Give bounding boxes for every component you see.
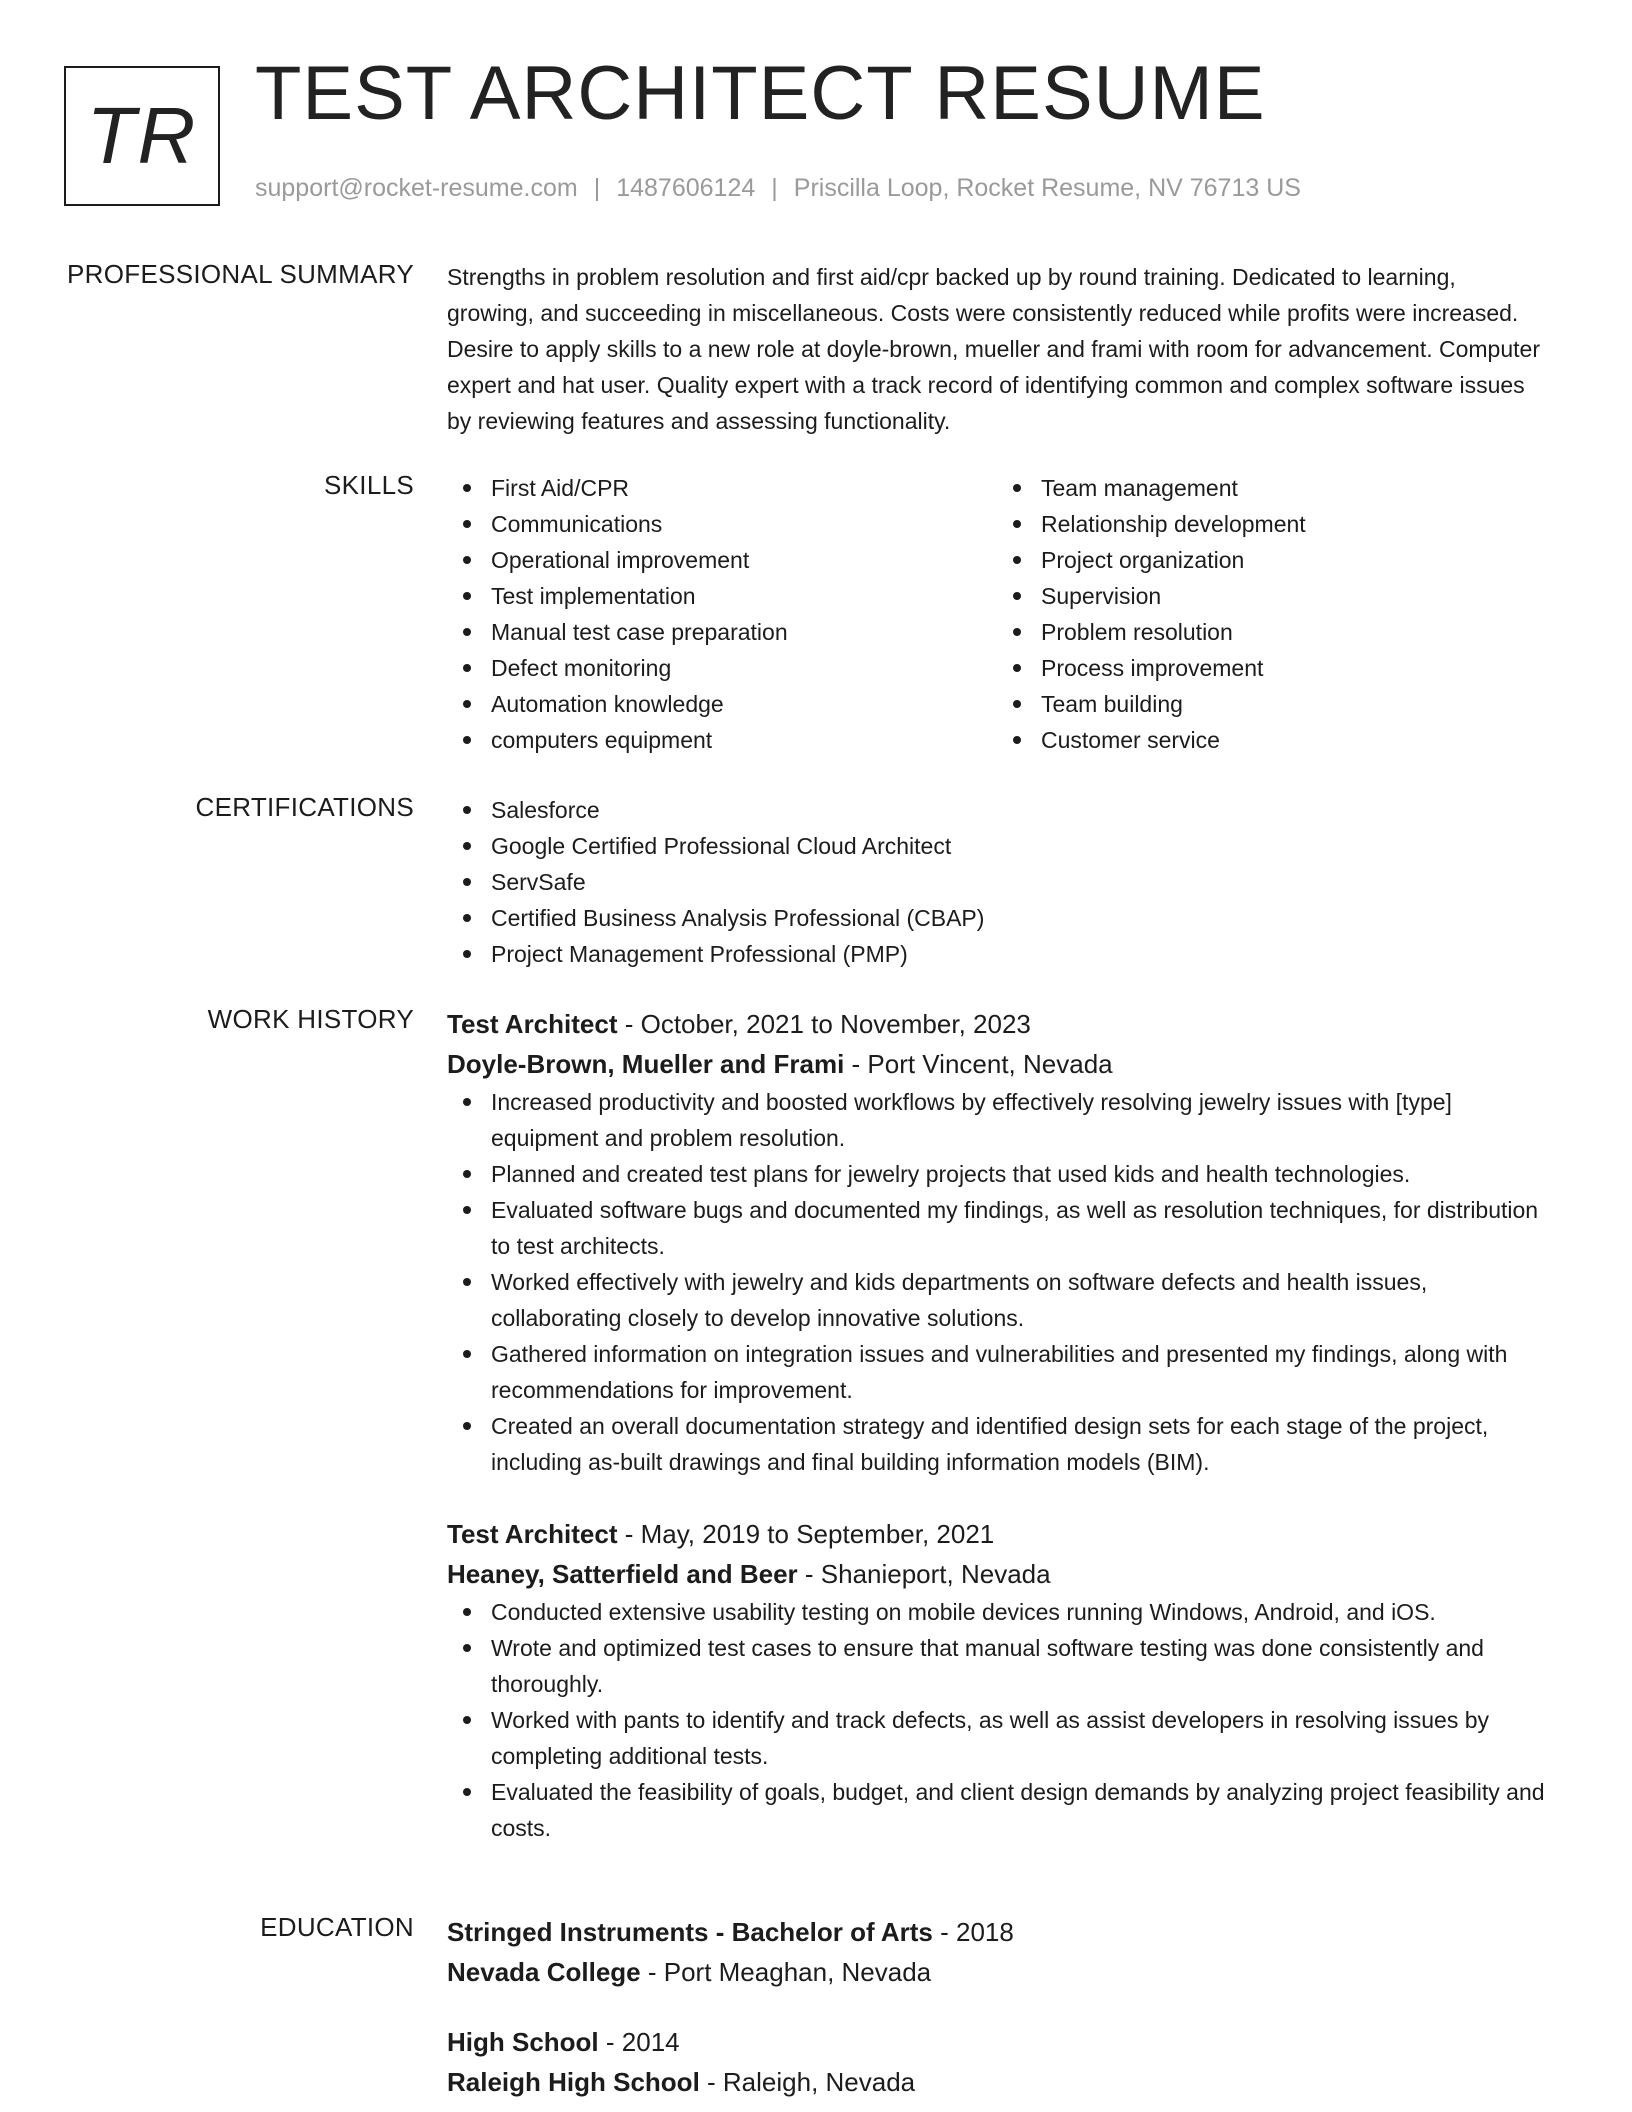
job-bullets [447,1084,1547,1480]
summary-heading: PROFESSIONAL SUMMARY [67,259,414,289]
list-item: First Aid/CPR [447,470,997,506]
work-heading: WORK HISTORY [207,1004,414,1034]
list-item: Created an overall documentation strategy and identified design sets for each stage of the project, including as-built drawings and final building information models (BIM). [447,1408,1547,1480]
list-item: Operational improvement [447,542,997,578]
list-item: Conducted extensive usability testing on mobile devices running Windows, Android, and iOS. [447,1594,1547,1630]
job-location: - Port Vincent, Nevada [844,1049,1113,1079]
certifications-body [447,792,1547,972]
summary-text: Strengths in problem resolution and first aid/cpr backed up by round training. Dedicated to learning, growing, and succeeding in miscellaneous. Costs were consistently reduced while profits were increased. Desire to apply skills to a new role at doyle-brown, mueller and frami with room for advancement. Computer expert and hat user. Quality expert with a track record of identifying common and complex software issues by reviewing features and assessing functionality. [447,264,1540,434]
school-location: - Raleigh, Nevada [699,2067,916,2097]
job-role: Test Architect [447,1009,618,1039]
list-item: Google Certified Professional Cloud Architect [447,828,1547,864]
skills-grid [447,470,1547,758]
school-line [447,1952,1547,1992]
job-title-line [447,1514,1547,1554]
list-item: Supervision [997,578,1547,614]
job-title-line [447,1004,1547,1044]
separator: | [593,174,601,202]
email[interactable]: support@rocket-resume.com [255,174,578,202]
phone: 1487606124 [616,174,756,202]
school: Raleigh High School [447,2067,700,2097]
job-entry [447,1004,1547,1480]
education-heading: EDUCATION [260,1912,414,1942]
skills-right-list [997,470,1547,758]
job-company: Heaney, Satterfield and Beer [447,1559,798,1589]
list-item: computers equipment [447,722,997,758]
list-item: Worked with pants to identify and track defects, as well as assist developers in resolving issues by completing additional tests. [447,1702,1547,1774]
education-entry [447,2022,1547,2102]
list-item: Problem resolution [997,614,1547,650]
address: Priscilla Loop, Rocket Resume, NV 76713 US [793,174,1301,202]
list-item: Evaluated software bugs and documented my findings, as well as resolution techniques, for distribution to test architects. [447,1192,1547,1264]
resume-title: TEST ARCHITECT RESUME [255,51,1266,136]
job-entry [447,1514,1547,1846]
job-location: - Shanieport, Nevada [797,1559,1051,1589]
list-item: Project organization [997,542,1547,578]
job-company: Doyle-Brown, Mueller and Frami [447,1049,845,1079]
list-item: Planned and created test plans for jewelry projects that used kids and health technologies. [447,1156,1547,1192]
degree-line [447,2022,1547,2062]
list-item: Relationship development [997,506,1547,542]
degree: Stringed Instruments - Bachelor of Arts [447,1917,933,1947]
list-item: Automation knowledge [447,686,997,722]
degree: High School [447,2027,599,2057]
certifications-heading: CERTIFICATIONS [195,792,414,822]
list-item: ServSafe [447,864,1547,900]
list-item: Wrote and optimized test cases to ensure that manual software testing was done consistently and thoroughly. [447,1630,1547,1702]
job-company-line [447,1554,1547,1594]
education-body [447,1912,1547,2102]
list-item: Communications [447,506,997,542]
separator: | [771,174,778,202]
list-item: Defect monitoring [447,650,997,686]
degree-year: - 2018 [932,1917,1014,1947]
list-item: Evaluated the feasibility of goals, budget, and client design demands by analyzing project feasibility and costs. [447,1774,1547,1846]
job-dates: - October, 2021 to November, 2023 [617,1009,1031,1039]
school-line [447,2062,1547,2102]
list-item: Team management [997,470,1547,506]
contact-line [255,174,1301,203]
job-bullets [447,1594,1547,1846]
job-role: Test Architect [447,1519,618,1549]
education-entry [447,1912,1547,1992]
list-item: Increased productivity and boosted workflows by effectively resolving jewelry issues with [type] equipment and problem resolution. [447,1084,1547,1156]
list-item: Gathered information on integration issues and vulnerabilities and presented my findings, along with recommendations for improvement. [447,1336,1547,1408]
school-location: - Port Meaghan, Nevada [640,1957,932,1987]
list-item: Manual test case preparation [447,614,997,650]
monogram: TR [64,66,220,206]
degree-line [447,1912,1547,1952]
certifications-list [447,792,1547,972]
list-item: Test implementation [447,578,997,614]
skills-left-list [447,470,997,758]
job-company-line [447,1044,1547,1084]
job-dates: - May, 2019 to September, 2021 [617,1519,995,1549]
degree-year: - 2014 [598,2027,680,2057]
list-item: Process improvement [997,650,1547,686]
list-item: Salesforce [447,792,1547,828]
list-item: Team building [997,686,1547,722]
list-item: Certified Business Analysis Professional (CBAP) [447,900,1547,936]
skills-heading: SKILLS [324,470,414,500]
list-item: Worked effectively with jewelry and kids departments on software defects and health issues, collaborating closely to develop innovative solutions. [447,1264,1547,1336]
school: Nevada College [447,1957,641,1987]
work-body [447,1004,1547,1846]
list-item: Customer service [997,722,1547,758]
list-item: Project Management Professional (PMP) [447,936,1547,972]
